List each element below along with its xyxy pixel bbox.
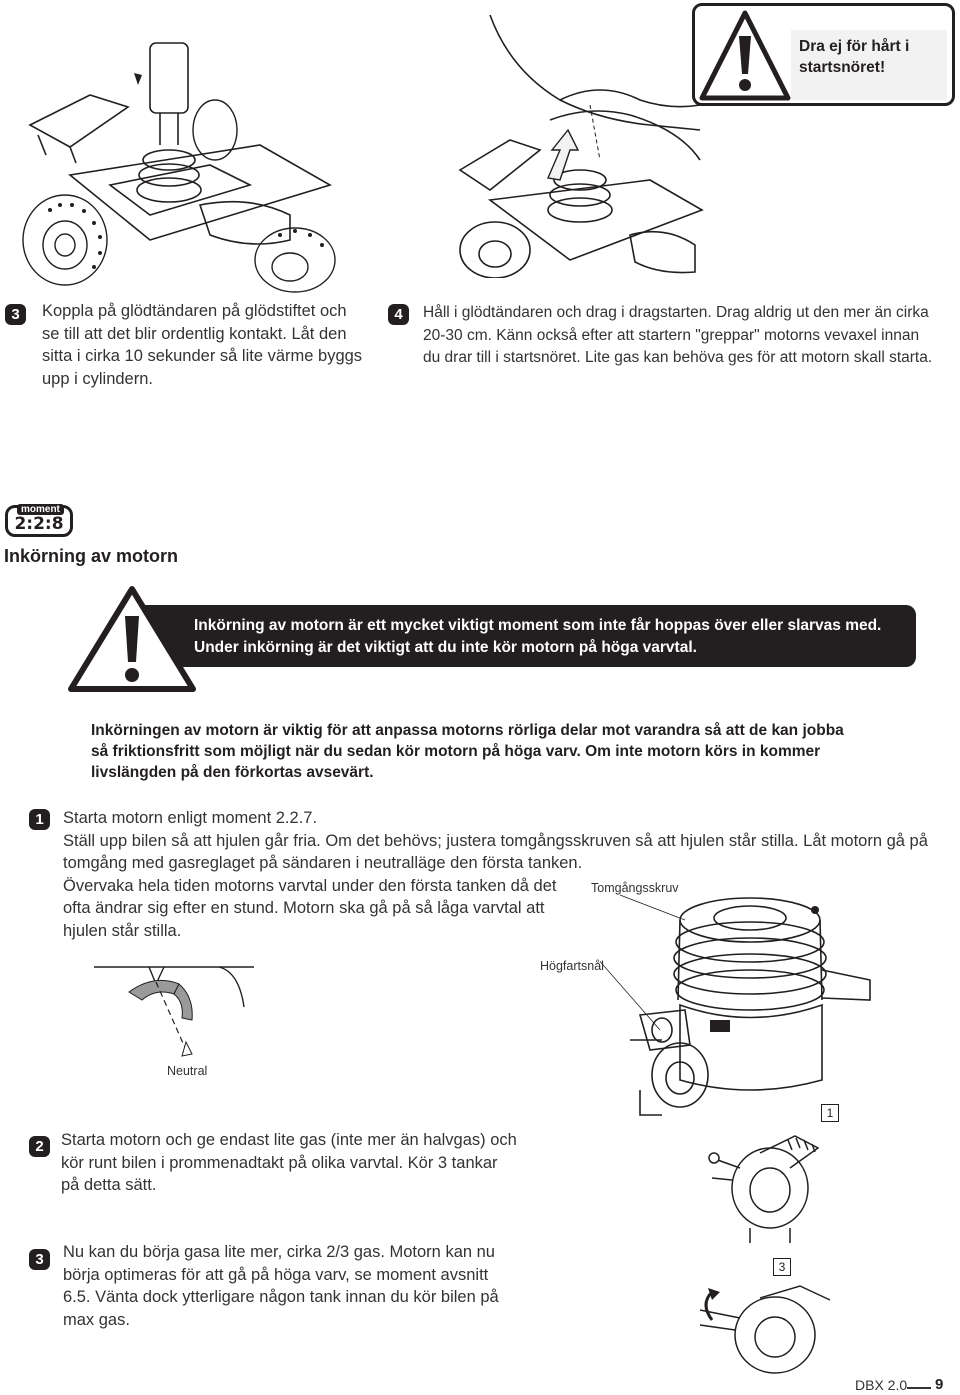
step-3b-text xyxy=(63,1241,523,1331)
neutral-throttle-drawing xyxy=(94,962,254,1062)
step-2-badge: 2 xyxy=(29,1136,50,1157)
footer-rule xyxy=(907,1387,931,1389)
step-4-badge: 4 xyxy=(388,304,409,325)
hand-pull-starter-illustration xyxy=(450,10,705,278)
intro-line: Inkörningen av motorn är viktig för att anpassa motorns rörliga delar mot varandra så att de kan jobba xyxy=(91,722,844,739)
car-glow-igniter-drawing xyxy=(10,35,340,295)
warning-triangle-icon xyxy=(66,584,198,694)
step-3-badge: 3 xyxy=(5,304,26,325)
high-speed-needle-caption: Högfartsnål xyxy=(540,959,604,973)
step-2-text xyxy=(61,1129,521,1197)
car-glow-igniter-illustration xyxy=(10,35,340,295)
step-3b-line: börja optimeras för att gå på höga varv, se moment avsnitt xyxy=(63,1265,489,1284)
intro-paragraph xyxy=(91,720,891,783)
page-number: 9 xyxy=(935,1376,944,1393)
break-in-warning-line-2: Under inkörning är det viktigt att du inte kör motorn på höga varvtal. xyxy=(194,638,697,656)
step-2-line: Starta motorn och ge endast lite gas (inte mer än halvgas) och xyxy=(61,1131,517,1149)
moment-label: moment xyxy=(17,504,64,515)
step-3-line: Koppla på glödtändaren på glödstiftet och xyxy=(42,302,347,320)
carburetor-diagram-3 xyxy=(690,1280,840,1375)
step-1-line: tomgång med gasreglaget på sändaren i neutralläge den första tanken. xyxy=(63,854,583,872)
step-3-text xyxy=(42,300,372,390)
step-1-line: Starta motorn enligt moment 2.2.7. xyxy=(63,809,318,827)
step-1-line: hjulen står stilla. xyxy=(63,921,182,940)
step-1-badge: 1 xyxy=(29,809,50,830)
pull-warning-text xyxy=(791,30,947,100)
break-in-warning-line-1: Inkörning av motorn är ett mycket viktigt moment som inte får hoppas över eller slarvas med. xyxy=(194,617,882,634)
step-4-text xyxy=(423,302,955,370)
diagram-1-label: 1 xyxy=(821,1104,839,1122)
step-4-line: 20-30 cm. Känn också efter att startern "greppar" motorns vevaxel innan xyxy=(423,326,920,344)
step-3-line: upp i cylindern. xyxy=(42,369,153,388)
step-1-line: Övervaka hela tiden motorns varvtal under den första tanken då det xyxy=(63,876,557,895)
idle-screw-caption: Tomgångsskruv xyxy=(591,881,679,895)
moment-badge xyxy=(5,505,73,537)
neutral-caption: Neutral xyxy=(167,1064,208,1078)
pull-warning-box xyxy=(692,3,955,106)
step-1-line: Ställ upp bilen så att hjulen går fria. Om det behövs; justera tomgångsskruven så att hjulen står stilla. Låt motorn gå på xyxy=(63,831,928,850)
step-3-line: sitta i cirka 10 sekunder så lite värme byggs xyxy=(42,347,363,365)
hand-pull-starter-drawing xyxy=(450,10,705,278)
neutral-throttle-illustration xyxy=(94,962,254,1062)
intro-line: livslängden på den förkortas avsevärt. xyxy=(91,764,374,781)
step-2-line: kör runt bilen i prommenadtakt på olika varvtal. Kör 3 tankar xyxy=(61,1153,498,1172)
step-1-line: ofta ändrar sig efter en stund. Motorn ska gå på så låga varvtal att xyxy=(63,899,545,917)
engine-drawing xyxy=(600,880,880,1120)
step-2-line: på detta sätt. xyxy=(61,1176,157,1194)
step-3b-line: max gas. xyxy=(63,1310,130,1329)
step-3b-line: 6.5. Vänta dock ytterligare någon tank innan du kör bilen på xyxy=(63,1288,499,1306)
step-4-line: du drar till i startsnöret. Lite gas kan behöva ges för att motorn skall starta. xyxy=(423,349,933,366)
warning-triangle-icon xyxy=(699,10,791,102)
carburetor-drawing-3 xyxy=(690,1280,840,1375)
step-3b-badge: 3 xyxy=(29,1249,50,1270)
footer-model: DBX 2.0 xyxy=(855,1377,908,1393)
step-4-line: Håll i glödtändaren och drag i dragstarten. Drag aldrig ut den mer än cirka xyxy=(423,304,929,321)
pull-warning-line-1: Dra ej för hårt i xyxy=(799,38,910,55)
break-in-warning-text xyxy=(194,615,910,658)
moment-number: 2:2:8 xyxy=(14,514,64,534)
section-title: Inkörning av motorn xyxy=(4,546,179,566)
break-in-warning-bar xyxy=(120,605,916,667)
step-3b-line: Nu kan du börja gasa lite mer, cirka 2/3 gas. Motorn kan nu xyxy=(63,1243,495,1261)
step-3-line: se till att det blir ordentlig kontakt. Låt den xyxy=(42,324,347,343)
engine-illustration xyxy=(600,880,880,1120)
diagram-3-label: 3 xyxy=(773,1258,791,1276)
intro-line: så friktionsfritt som möjligt när du sedan kör motorn på höga varv. Om inte motorn körs in kommer xyxy=(91,743,821,760)
pull-warning-line-2: startsnöret! xyxy=(799,59,886,76)
carburetor-drawing-1 xyxy=(700,1128,840,1243)
carburetor-diagram-1 xyxy=(700,1128,840,1243)
